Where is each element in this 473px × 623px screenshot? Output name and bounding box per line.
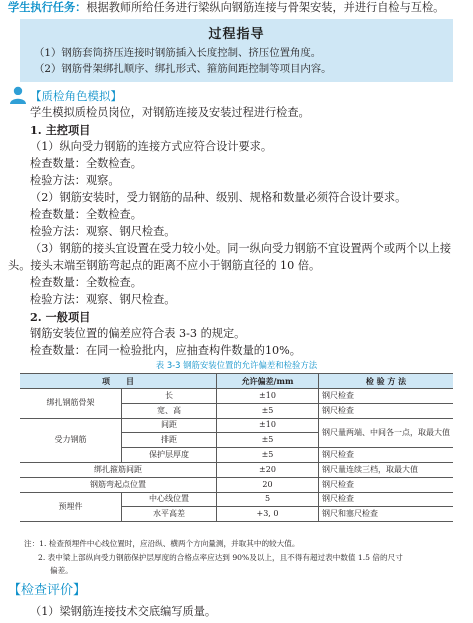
main-line-10: 检验方法：观察、钢尺检查。 — [30, 293, 176, 306]
main-items-heading: 1. 主控项目 — [30, 123, 91, 137]
table-row — [20, 477, 453, 492]
method-cell: 钢尺和塞尺检查 — [319, 507, 454, 522]
general-line-1: 钢筋安装位置的偏差应符合表 3-3 的规定。 — [30, 327, 246, 340]
group-cell: 预埋件 — [20, 492, 122, 522]
table-caption: 表 3-3 钢筋安装位置的允许偏差和检验方法 — [155, 360, 318, 370]
person-icon — [8, 85, 28, 105]
item-cell: 长 — [122, 389, 217, 404]
item-cell: 间距 — [122, 418, 217, 433]
main-line-4: （2）钢筋安装时，受力钢筋的品种、级别、规格和数量必须符合设计要求。 — [30, 191, 407, 204]
qc-heading: 【质检角色模拟】 — [30, 89, 122, 103]
guide-item-1: （1）钢筋套筒挤压连接时钢筋插入长度控制、挤压位置角度。 — [34, 47, 322, 59]
tolerance-table — [20, 373, 453, 522]
main-line-5: 检查数量：全数检查。 — [30, 208, 142, 221]
method-cell: 钢尺量两端、中间各一点，取最大值 — [319, 418, 454, 448]
task-label: 学生执行任务： — [8, 1, 87, 14]
method-cell: 钢尺检查 — [319, 477, 454, 492]
tolerance-cell: ±20 — [217, 462, 319, 477]
header-method: 检 验 方 法 — [319, 374, 454, 389]
table-row — [20, 389, 453, 404]
evaluation-line-1: （1）梁钢筋连接技术交底编写质量。 — [30, 605, 217, 618]
main-line-6: 检验方法：观察、钢尺检查。 — [30, 225, 176, 238]
table-note-1: 注：1. 检查预埋件中心线位置时，应沿纵、横两个方向量测，并取其中的较大值。 — [24, 539, 300, 548]
tolerance-cell: +3, 0 — [217, 507, 319, 522]
main-line-3: 检验方法：观察。 — [30, 174, 120, 187]
main-line-1: （1）纵向受力钢筋的连接方式应符合设计要求。 — [30, 140, 273, 153]
tolerance-cell: ±5 — [217, 433, 319, 448]
method-cell: 钢尺检查 — [319, 448, 454, 463]
item-cell: 保护层厚度 — [122, 448, 217, 463]
guide-item-2: （2）钢筋骨架绑扎顺序、绑扎形式、箍筋间距控制等项目内容。 — [34, 63, 332, 75]
method-cell: 钢尺量连续三档，取最大值 — [319, 462, 454, 477]
tolerance-cell: ±10 — [217, 418, 319, 433]
process-guide-box — [20, 19, 453, 82]
tolerance-cell: ±5 — [217, 448, 319, 463]
header-item: 项 目 — [20, 374, 217, 389]
item-cell: 水平高差 — [122, 507, 217, 522]
group-cell: 绑扎钢筋骨架 — [20, 389, 122, 419]
general-items-heading: 2. 一般项目 — [30, 310, 91, 324]
task-line — [8, 1, 444, 15]
main-line-8: 头。接头末端至钢筋弯起点的距离不应小于钢筋直径的 10 倍。 — [8, 259, 321, 272]
group-cell: 受力钢筋 — [20, 418, 122, 462]
item-cell: 钢筋弯起点位置 — [20, 477, 217, 492]
table-note-2: 2. 表中梁上部纵向受力钢筋保护层厚度的合格点率应达到 90%及以上，且不得有超过表中数值 1.5 倍的尺寸 — [38, 553, 403, 562]
item-cell: 宽、高 — [122, 403, 217, 418]
method-cell: 钢尺检查 — [319, 492, 454, 507]
evaluation-heading: 【检查评价】 — [8, 583, 87, 598]
item-cell: 绑扎箍筋间距 — [20, 462, 217, 477]
table-note-3: 偏差。 — [50, 566, 73, 575]
tolerance-cell: 20 — [217, 477, 319, 492]
table-row — [20, 418, 453, 433]
main-line-7: （3）钢筋的接头宜设置在受力较小处。同一纵向受力钢筋不宜设置两个或两个以上接 — [30, 242, 452, 255]
main-line-2: 检查数量：全数检查。 — [30, 157, 142, 170]
method-cell: 钢尺检查 — [319, 403, 454, 418]
method-cell: 钢尺检查 — [319, 389, 454, 404]
header-tolerance: 允许偏差/mm — [217, 374, 319, 389]
general-line-2: 检查数量：在同一检验批内，应抽查构件数量的10%。 — [30, 344, 301, 357]
main-line-9: 检查数量：全数检查。 — [30, 276, 142, 289]
table-row — [20, 492, 453, 507]
task-text: 根据教师所给任务进行梁纵向钢筋连接与骨架安装，并进行自检与互检。 — [86, 1, 445, 14]
tolerance-cell: ±5 — [217, 403, 319, 418]
table-row — [20, 462, 453, 477]
item-cell: 排距 — [122, 433, 217, 448]
tolerance-cell: 5 — [217, 492, 319, 507]
tolerance-cell: ±10 — [217, 389, 319, 404]
guide-title: 过程指导 — [208, 27, 265, 42]
table-header-row — [20, 374, 453, 389]
qc-intro: 学生模拟质检员岗位，对钢筋连接及安装过程进行检查。 — [30, 106, 310, 119]
item-cell: 中心线位置 — [122, 492, 217, 507]
